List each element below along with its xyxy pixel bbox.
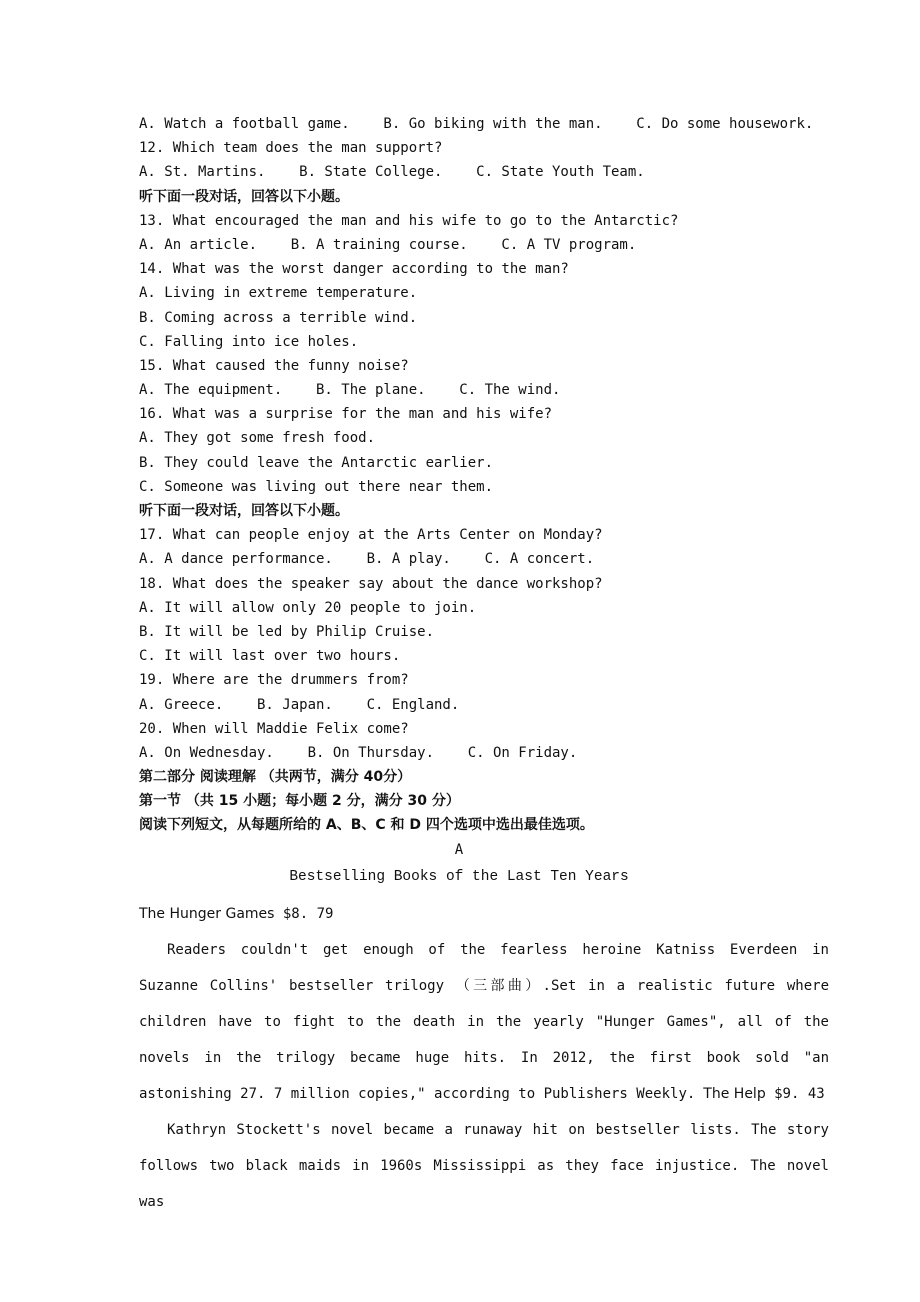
book1-price: $8. 79 [274, 905, 334, 922]
q14-option-b: B. Coming across a terrible wind. [139, 309, 418, 326]
q18-option-a: A. It will allow only 20 people to join. [139, 599, 477, 616]
listening-instruction-2: 听下面一段对话，回答以下小题。 [139, 503, 349, 519]
q18-option-c: C. It will last over two hours. [139, 648, 401, 665]
q14-option-c: C. Falling into ice holes. [139, 333, 359, 350]
book1-title: The Hunger Games [139, 905, 275, 922]
passage-title: Bestselling Books of the Last Ten Years [289, 868, 629, 885]
reading-instruction: 阅读下列短文，从每题所给的 A、B、C 和 D 四个选项中选出最佳选项。 [139, 817, 594, 834]
reading-section-title: 第一节 （共 15 小题；每小题 2 分，满分 30 分） [139, 793, 460, 810]
q12-question: 12. Which team does the man support? [139, 140, 443, 157]
q17-options: A. A dance performance. B. A play. C. A concert. [139, 551, 595, 568]
q12-options: A. St. Martins. B. State College. C. State Youth Team. [139, 164, 645, 181]
q18-question: 18. What does the speaker say about the dance workshop? [139, 575, 603, 592]
q16-option-c: C. Someone was living out there near them. [139, 478, 494, 495]
q19-options: A. Greece. B. Japan. C. England. [139, 696, 460, 713]
q11-options: A. Watch a football game. B. Go biking with the man. C. Do some housework. [139, 116, 814, 132]
q18-option-b: B. It will be led by Philip Cruise. [139, 623, 435, 640]
q16-option-b: B. They could leave the Antarctic earlier. [139, 454, 494, 471]
passage-body [139, 896, 829, 1220]
q15-options: A. The equipment. B. The plane. C. The wind. [139, 382, 561, 399]
listening-instruction-1: 听下面一段对话，回答以下小题。 [139, 188, 349, 205]
book2-price: $9. 43 [765, 1085, 825, 1102]
book2-title: The Help [703, 1085, 766, 1102]
q15-question: 15. What caused the funny noise? [139, 357, 409, 374]
q14-option-a: A. Living in extreme temperature. [139, 285, 418, 302]
book1-heading [139, 896, 829, 932]
q13-question: 13. What encouraged the man and his wife to go to the Antarctic? [139, 212, 679, 229]
q16-option-a: A. They got some fresh food. [139, 430, 376, 447]
q16-question: 16. What was a surprise for the man and his wife? [139, 406, 553, 423]
q14-question: 14. What was the worst danger according to the man? [139, 261, 569, 278]
q17-question: 17. What can people enjoy at the Arts Center on Monday? [139, 527, 603, 544]
q20-options: A. On Wednesday. B. On Thursday. C. On Friday. [139, 744, 578, 761]
q20-question: 20. When will Maddie Felix come? [139, 720, 409, 737]
q19-question: 19. Where are the drummers from? [139, 672, 409, 689]
q13-options: A. An article. B. A training course. C. A TV program. [139, 236, 637, 253]
passage-letter: A [454, 841, 464, 858]
exam-page [139, 112, 829, 1220]
book1-text: Readers couldn't get enough of the fearless heroine Katniss Everdeen in Suzanne Collins' bestseller trilogy （三部曲）.Set in a realistic future where children have to fight to the death in the yearly "Hunger Games", all of the novels in the trilogy became huge hits. In 2012, the first book sold "an astonishing 27. 7 million copies," according to Publishers Weekly. The Help $9. 43 [139, 941, 829, 1102]
book2-text: Kathryn Stockett's novel became a runaway hit on bestseller lists. The story follows two black maids in 1960s Mississippi as they face injustice. The novel was [139, 1121, 829, 1210]
reading-part-title: 第二部分 阅读理解 （共两节，满分 40分） [139, 769, 412, 786]
